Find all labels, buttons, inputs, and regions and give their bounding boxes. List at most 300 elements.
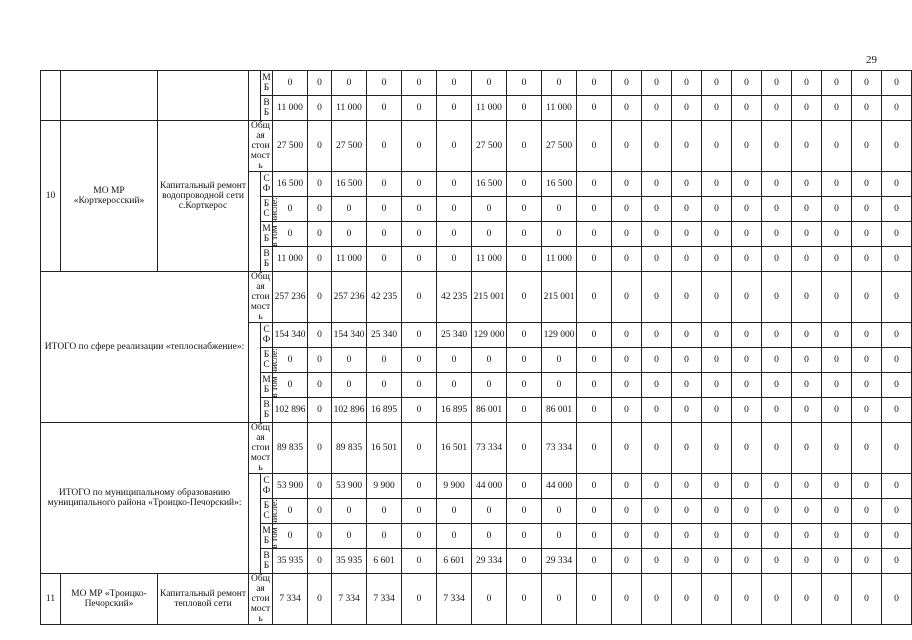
value-cell: 16 500 bbox=[273, 172, 308, 197]
value-cell: 0 bbox=[702, 222, 732, 247]
value-cell: 0 bbox=[507, 323, 542, 348]
value-cell: 0 bbox=[612, 121, 642, 172]
table-row bbox=[41, 121, 912, 172]
value-cell: 0 bbox=[852, 499, 882, 524]
value-cell: 0 bbox=[642, 323, 672, 348]
value-cell: 0 bbox=[822, 373, 852, 398]
value-cell: 0 bbox=[882, 222, 912, 247]
value-cell: 42 235 bbox=[367, 272, 402, 323]
budget-table bbox=[40, 70, 912, 625]
value-cell: 0 bbox=[507, 423, 542, 474]
value-cell: 0 bbox=[402, 524, 437, 549]
value-cell: 0 bbox=[542, 348, 577, 373]
fund-source-code: СФ bbox=[261, 323, 273, 348]
fund-source-code: ВБ bbox=[261, 96, 273, 121]
value-cell: 0 bbox=[402, 172, 437, 197]
fund-source-code: ВБ bbox=[261, 549, 273, 574]
value-cell: 0 bbox=[762, 71, 792, 96]
value-cell: 0 bbox=[367, 197, 402, 222]
total-cost-label: Общая стоимость bbox=[249, 423, 273, 474]
value-cell: 0 bbox=[642, 272, 672, 323]
value-cell: 0 bbox=[702, 348, 732, 373]
fund-source-code: БС bbox=[261, 197, 273, 222]
value-cell: 0 bbox=[402, 323, 437, 348]
value-cell: 0 bbox=[308, 323, 332, 348]
value-cell: 0 bbox=[507, 499, 542, 524]
value-cell: 0 bbox=[437, 222, 472, 247]
value-cell: 0 bbox=[882, 398, 912, 423]
mo-cell bbox=[61, 71, 158, 121]
value-cell: 11 000 bbox=[332, 96, 367, 121]
value-cell: 0 bbox=[732, 373, 762, 398]
value-cell: 0 bbox=[437, 499, 472, 524]
value-cell: 0 bbox=[308, 574, 332, 625]
value-cell: 0 bbox=[852, 222, 882, 247]
value-cell: 0 bbox=[702, 398, 732, 423]
value-cell: 0 bbox=[852, 549, 882, 574]
value-cell: 11 000 bbox=[273, 247, 308, 272]
value-cell: 0 bbox=[367, 71, 402, 96]
value-cell: 0 bbox=[672, 172, 702, 197]
value-cell: 0 bbox=[308, 474, 332, 499]
value-cell: 0 bbox=[882, 197, 912, 222]
value-cell: 0 bbox=[612, 524, 642, 549]
value-cell: 0 bbox=[852, 121, 882, 172]
value-cell: 11 000 bbox=[542, 96, 577, 121]
value-cell: 0 bbox=[852, 172, 882, 197]
value-cell: 0 bbox=[672, 499, 702, 524]
value-cell: 0 bbox=[542, 373, 577, 398]
value-cell: 0 bbox=[507, 549, 542, 574]
value-cell: 0 bbox=[642, 197, 672, 222]
value-cell: 0 bbox=[822, 524, 852, 549]
value-cell: 0 bbox=[332, 71, 367, 96]
value-cell: 0 bbox=[308, 197, 332, 222]
value-cell: 0 bbox=[702, 373, 732, 398]
fund-source-code: ВБ bbox=[261, 247, 273, 272]
value-cell: 0 bbox=[702, 323, 732, 348]
value-cell: 0 bbox=[702, 172, 732, 197]
value-cell: 0 bbox=[642, 373, 672, 398]
value-cell: 0 bbox=[402, 398, 437, 423]
value-cell: 27 500 bbox=[273, 121, 308, 172]
value-cell: 0 bbox=[642, 499, 672, 524]
value-cell: 0 bbox=[672, 121, 702, 172]
sub-label-cell bbox=[249, 71, 261, 121]
value-cell: 73 334 bbox=[472, 423, 507, 474]
value-cell: 7 334 bbox=[437, 574, 472, 625]
value-cell: 0 bbox=[472, 524, 507, 549]
value-cell: 0 bbox=[402, 348, 437, 373]
value-cell: 0 bbox=[822, 172, 852, 197]
value-cell: 0 bbox=[308, 423, 332, 474]
value-cell: 0 bbox=[402, 247, 437, 272]
value-cell: 0 bbox=[882, 474, 912, 499]
value-cell: 0 bbox=[882, 71, 912, 96]
value-cell: 0 bbox=[792, 121, 822, 172]
value-cell: 0 bbox=[852, 524, 882, 549]
value-cell: 0 bbox=[332, 348, 367, 373]
value-cell: 0 bbox=[852, 348, 882, 373]
fund-source-code: МБ bbox=[261, 71, 273, 96]
value-cell: 0 bbox=[507, 71, 542, 96]
value-cell: 0 bbox=[507, 197, 542, 222]
value-cell: 154 340 bbox=[273, 323, 308, 348]
value-cell: 29 334 bbox=[472, 549, 507, 574]
value-cell: 0 bbox=[402, 574, 437, 625]
value-cell: 0 bbox=[792, 574, 822, 625]
value-cell: 0 bbox=[792, 423, 822, 474]
value-cell: 0 bbox=[642, 222, 672, 247]
value-cell: 0 bbox=[273, 524, 308, 549]
table-row bbox=[41, 71, 912, 96]
value-cell: 0 bbox=[822, 549, 852, 574]
value-cell: 0 bbox=[732, 348, 762, 373]
value-cell: 0 bbox=[472, 197, 507, 222]
value-cell: 0 bbox=[762, 247, 792, 272]
value-cell: 0 bbox=[367, 172, 402, 197]
value-cell: 0 bbox=[402, 549, 437, 574]
value-cell: 0 bbox=[612, 247, 642, 272]
value-cell: 27 500 bbox=[542, 121, 577, 172]
value-cell: 0 bbox=[702, 499, 732, 524]
value-cell: 0 bbox=[822, 71, 852, 96]
value-cell: 0 bbox=[367, 373, 402, 398]
value-cell: 0 bbox=[732, 247, 762, 272]
value-cell: 0 bbox=[732, 96, 762, 121]
value-cell: 0 bbox=[332, 373, 367, 398]
value-cell: 0 bbox=[542, 222, 577, 247]
value-cell: 0 bbox=[852, 323, 882, 348]
including-label: в том числе: bbox=[269, 498, 280, 549]
value-cell: 0 bbox=[437, 121, 472, 172]
value-cell: 53 900 bbox=[332, 474, 367, 499]
value-cell: 0 bbox=[702, 121, 732, 172]
value-cell: 0 bbox=[762, 524, 792, 549]
project-cell bbox=[158, 71, 249, 121]
value-cell: 0 bbox=[672, 323, 702, 348]
value-cell: 0 bbox=[852, 71, 882, 96]
project-name: Капитальный ремонт водопроводной сети с.Корткерос bbox=[158, 121, 249, 272]
fund-source-code: СФ bbox=[261, 172, 273, 197]
value-cell: 0 bbox=[672, 549, 702, 574]
row-number-cell bbox=[41, 71, 61, 121]
value-cell: 0 bbox=[882, 348, 912, 373]
fund-source-code: БС bbox=[261, 499, 273, 524]
value-cell: 0 bbox=[612, 474, 642, 499]
table-row bbox=[41, 272, 912, 323]
value-cell: 0 bbox=[672, 96, 702, 121]
value-cell: 0 bbox=[852, 574, 882, 625]
value-cell: 0 bbox=[792, 524, 822, 549]
value-cell: 0 bbox=[332, 499, 367, 524]
value-cell: 0 bbox=[402, 71, 437, 96]
value-cell: 0 bbox=[507, 272, 542, 323]
value-cell: 0 bbox=[308, 398, 332, 423]
value-cell: 0 bbox=[437, 524, 472, 549]
value-cell: 16 500 bbox=[472, 172, 507, 197]
value-cell: 0 bbox=[792, 348, 822, 373]
value-cell: 0 bbox=[792, 222, 822, 247]
value-cell: 0 bbox=[367, 96, 402, 121]
value-cell: 0 bbox=[612, 398, 642, 423]
value-cell: 0 bbox=[308, 348, 332, 373]
value-cell: 0 bbox=[762, 172, 792, 197]
value-cell: 0 bbox=[472, 499, 507, 524]
value-cell: 0 bbox=[612, 373, 642, 398]
total-mo-label: ИТОГО по муниципальному образованию муниципального района «Троицко-Печорский»: bbox=[41, 423, 249, 574]
value-cell: 0 bbox=[612, 96, 642, 121]
fund-source-code: СФ bbox=[261, 474, 273, 499]
value-cell: 0 bbox=[792, 71, 822, 96]
value-cell: 0 bbox=[792, 499, 822, 524]
value-cell: 0 bbox=[762, 323, 792, 348]
value-cell: 0 bbox=[852, 272, 882, 323]
value-cell: 0 bbox=[437, 96, 472, 121]
value-cell: 0 bbox=[882, 247, 912, 272]
value-cell: 0 bbox=[367, 222, 402, 247]
value-cell: 0 bbox=[792, 247, 822, 272]
value-cell: 0 bbox=[732, 71, 762, 96]
value-cell: 0 bbox=[762, 474, 792, 499]
value-cell: 0 bbox=[822, 222, 852, 247]
value-cell: 0 bbox=[402, 474, 437, 499]
value-cell: 0 bbox=[612, 423, 642, 474]
value-cell: 0 bbox=[437, 373, 472, 398]
value-cell: 0 bbox=[702, 423, 732, 474]
municipality-name: МО МР «Корткеросский» bbox=[61, 121, 158, 272]
value-cell: 0 bbox=[792, 272, 822, 323]
value-cell: 0 bbox=[437, 247, 472, 272]
value-cell: 16 895 bbox=[437, 398, 472, 423]
value-cell: 0 bbox=[672, 524, 702, 549]
value-cell: 0 bbox=[822, 348, 852, 373]
value-cell: 0 bbox=[308, 172, 332, 197]
value-cell: 0 bbox=[367, 499, 402, 524]
value-cell: 0 bbox=[577, 323, 612, 348]
value-cell: 11 000 bbox=[472, 247, 507, 272]
value-cell: 0 bbox=[732, 121, 762, 172]
value-cell: 0 bbox=[642, 524, 672, 549]
value-cell: 0 bbox=[732, 272, 762, 323]
value-cell: 0 bbox=[852, 247, 882, 272]
value-cell: 0 bbox=[612, 348, 642, 373]
value-cell: 0 bbox=[402, 499, 437, 524]
page-number: 29 bbox=[866, 54, 877, 66]
value-cell: 0 bbox=[273, 348, 308, 373]
value-cell: 0 bbox=[577, 71, 612, 96]
value-cell: 0 bbox=[672, 423, 702, 474]
value-cell: 0 bbox=[542, 574, 577, 625]
value-cell: 0 bbox=[732, 423, 762, 474]
value-cell: 0 bbox=[762, 222, 792, 247]
value-cell: 11 000 bbox=[472, 96, 507, 121]
value-cell: 89 835 bbox=[273, 423, 308, 474]
value-cell: 0 bbox=[308, 222, 332, 247]
value-cell: 0 bbox=[577, 96, 612, 121]
value-cell: 0 bbox=[273, 71, 308, 96]
value-cell: 0 bbox=[882, 574, 912, 625]
value-cell: 0 bbox=[882, 499, 912, 524]
value-cell: 0 bbox=[822, 197, 852, 222]
value-cell: 0 bbox=[732, 524, 762, 549]
value-cell: 0 bbox=[437, 348, 472, 373]
value-cell: 0 bbox=[792, 96, 822, 121]
value-cell: 16 500 bbox=[332, 172, 367, 197]
value-cell: 25 340 bbox=[437, 323, 472, 348]
value-cell: 44 000 bbox=[472, 474, 507, 499]
value-cell: 0 bbox=[642, 247, 672, 272]
value-cell: 0 bbox=[577, 423, 612, 474]
value-cell: 0 bbox=[308, 272, 332, 323]
value-cell: 9 900 bbox=[367, 474, 402, 499]
value-cell: 0 bbox=[732, 398, 762, 423]
value-cell: 0 bbox=[612, 71, 642, 96]
value-cell: 0 bbox=[672, 71, 702, 96]
value-cell: 0 bbox=[507, 474, 542, 499]
value-cell: 154 340 bbox=[332, 323, 367, 348]
value-cell: 215 001 bbox=[472, 272, 507, 323]
value-cell: 0 bbox=[612, 323, 642, 348]
total-heat-label: ИТОГО по сфере реализации «теплоснабжение»: bbox=[41, 272, 249, 423]
value-cell: 0 bbox=[762, 96, 792, 121]
value-cell: 0 bbox=[437, 197, 472, 222]
value-cell: 0 bbox=[612, 222, 642, 247]
value-cell: 0 bbox=[762, 398, 792, 423]
value-cell: 0 bbox=[308, 71, 332, 96]
value-cell: 0 bbox=[507, 373, 542, 398]
value-cell: 0 bbox=[822, 323, 852, 348]
value-cell: 0 bbox=[402, 272, 437, 323]
value-cell: 0 bbox=[762, 272, 792, 323]
row-number: 10 bbox=[41, 121, 61, 272]
value-cell: 53 900 bbox=[273, 474, 308, 499]
value-cell: 0 bbox=[577, 272, 612, 323]
value-cell: 0 bbox=[612, 272, 642, 323]
table-row bbox=[41, 574, 912, 625]
value-cell: 16 501 bbox=[367, 423, 402, 474]
value-cell: 0 bbox=[762, 423, 792, 474]
value-cell: 0 bbox=[852, 96, 882, 121]
value-cell: 102 896 bbox=[273, 398, 308, 423]
value-cell: 0 bbox=[507, 348, 542, 373]
value-cell: 11 000 bbox=[542, 247, 577, 272]
value-cell: 0 bbox=[702, 96, 732, 121]
value-cell: 0 bbox=[273, 222, 308, 247]
value-cell: 0 bbox=[702, 197, 732, 222]
project-name: Капитальный ремонт тепловой сети bbox=[158, 574, 249, 625]
value-cell: 0 bbox=[577, 524, 612, 549]
value-cell: 0 bbox=[822, 247, 852, 272]
value-cell: 0 bbox=[577, 549, 612, 574]
value-cell: 0 bbox=[672, 398, 702, 423]
value-cell: 7 334 bbox=[332, 574, 367, 625]
value-cell: 0 bbox=[367, 247, 402, 272]
value-cell: 0 bbox=[792, 323, 822, 348]
value-cell: 0 bbox=[822, 96, 852, 121]
including-label: в том числе: bbox=[269, 196, 280, 247]
fund-source-code: ВБ bbox=[261, 398, 273, 423]
value-cell: 0 bbox=[882, 96, 912, 121]
value-cell: 0 bbox=[732, 499, 762, 524]
value-cell: 0 bbox=[402, 121, 437, 172]
value-cell: 0 bbox=[308, 121, 332, 172]
value-cell: 11 000 bbox=[332, 247, 367, 272]
value-cell: 86 001 bbox=[542, 398, 577, 423]
value-cell: 0 bbox=[672, 348, 702, 373]
value-cell: 0 bbox=[822, 398, 852, 423]
value-cell: 0 bbox=[612, 197, 642, 222]
value-cell: 0 bbox=[437, 71, 472, 96]
value-cell: 16 501 bbox=[437, 423, 472, 474]
value-cell: 0 bbox=[762, 197, 792, 222]
value-cell: 0 bbox=[437, 172, 472, 197]
value-cell: 0 bbox=[852, 474, 882, 499]
value-cell: 0 bbox=[273, 499, 308, 524]
value-cell: 0 bbox=[882, 121, 912, 172]
value-cell: 0 bbox=[852, 197, 882, 222]
value-cell: 0 bbox=[702, 71, 732, 96]
value-cell: 0 bbox=[577, 574, 612, 625]
value-cell: 9 900 bbox=[437, 474, 472, 499]
value-cell: 0 bbox=[472, 71, 507, 96]
value-cell: 0 bbox=[762, 499, 792, 524]
value-cell: 0 bbox=[792, 197, 822, 222]
value-cell: 25 340 bbox=[367, 323, 402, 348]
value-cell: 0 bbox=[642, 121, 672, 172]
value-cell: 0 bbox=[792, 474, 822, 499]
value-cell: 0 bbox=[577, 121, 612, 172]
value-cell: 0 bbox=[702, 524, 732, 549]
value-cell: 6 601 bbox=[367, 549, 402, 574]
value-cell: 0 bbox=[672, 197, 702, 222]
value-cell: 0 bbox=[822, 272, 852, 323]
value-cell: 0 bbox=[822, 574, 852, 625]
value-cell: 35 935 bbox=[332, 549, 367, 574]
value-cell: 0 bbox=[472, 348, 507, 373]
value-cell: 0 bbox=[542, 197, 577, 222]
value-cell: 0 bbox=[702, 574, 732, 625]
value-cell: 0 bbox=[472, 373, 507, 398]
value-cell: 0 bbox=[642, 574, 672, 625]
value-cell: 0 bbox=[367, 121, 402, 172]
value-cell: 0 bbox=[702, 247, 732, 272]
value-cell: 0 bbox=[762, 373, 792, 398]
value-cell: 73 334 bbox=[542, 423, 577, 474]
value-cell: 0 bbox=[577, 398, 612, 423]
value-cell: 0 bbox=[642, 549, 672, 574]
value-cell: 0 bbox=[507, 247, 542, 272]
value-cell: 0 bbox=[507, 524, 542, 549]
value-cell: 0 bbox=[852, 373, 882, 398]
value-cell: 0 bbox=[577, 222, 612, 247]
value-cell: 0 bbox=[402, 373, 437, 398]
value-cell: 0 bbox=[332, 524, 367, 549]
value-cell: 0 bbox=[577, 348, 612, 373]
value-cell: 6 601 bbox=[437, 549, 472, 574]
value-cell: 0 bbox=[732, 574, 762, 625]
value-cell: 0 bbox=[882, 423, 912, 474]
value-cell: 0 bbox=[577, 247, 612, 272]
total-cost-label: Общая стоимость bbox=[249, 272, 273, 323]
value-cell: 0 bbox=[642, 348, 672, 373]
value-cell: 0 bbox=[402, 197, 437, 222]
value-cell: 0 bbox=[672, 222, 702, 247]
value-cell: 0 bbox=[402, 423, 437, 474]
value-cell: 0 bbox=[672, 574, 702, 625]
value-cell: 0 bbox=[792, 172, 822, 197]
value-cell: 7 334 bbox=[273, 574, 308, 625]
